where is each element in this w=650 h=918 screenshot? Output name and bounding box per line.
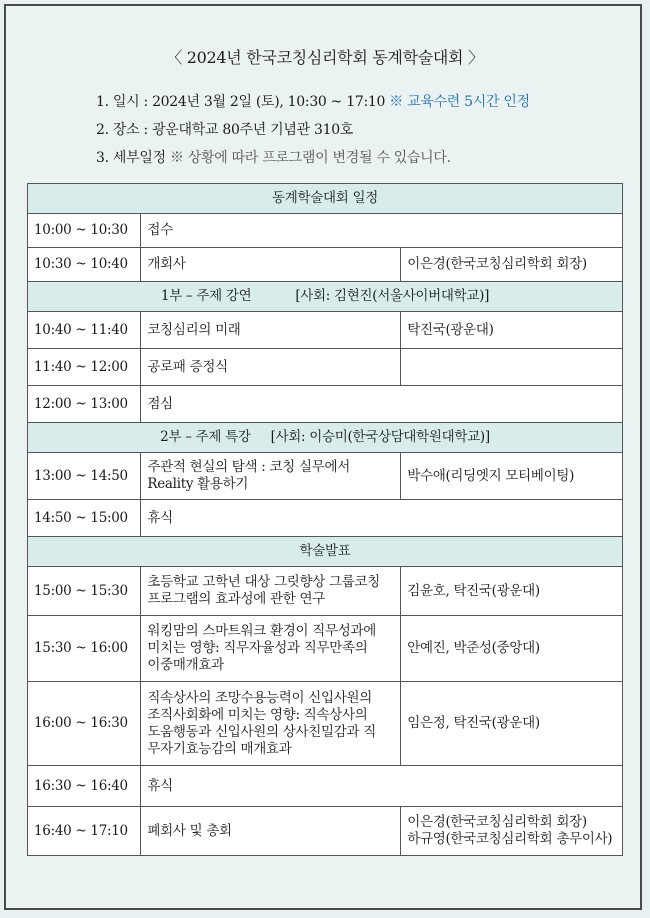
- table-row: [28, 214, 623, 248]
- row-speaker: 안예진, 박준성(중앙대): [401, 616, 623, 682]
- row-speaker: 탁진국(광운대): [401, 312, 623, 349]
- table-row: [28, 349, 623, 386]
- schedule-header-row: [28, 184, 623, 214]
- section-part2: [28, 423, 623, 453]
- row-topic: 개회사: [141, 248, 401, 282]
- row-time: 12:00 ~ 13:00: [28, 386, 141, 423]
- row-speaker: 이은경(한국코칭심리학회 회장): [401, 248, 623, 282]
- row-time: 11:40 ~ 12:00: [28, 349, 141, 386]
- row-speaker: 박수애(리딩엣지 모티베이팅): [401, 453, 623, 500]
- topic-line: 도움행동과 신입사원의 상사친밀감과 직: [147, 723, 376, 740]
- row-topic: 접수: [141, 214, 623, 248]
- row-time: 10:30 ~ 10:40: [28, 248, 141, 282]
- row-topic: 공로패 증정식: [141, 349, 401, 386]
- row-topic: 코칭심리의 미래: [141, 312, 401, 349]
- table-row: [28, 616, 623, 682]
- row-time: 10:00 ~ 10:30: [28, 214, 141, 248]
- row-time: 13:00 ~ 14:50: [28, 453, 141, 500]
- info-place: [96, 119, 353, 139]
- place-text: 2. 장소 : 광운대학교 80주년 기념관 310호: [96, 122, 354, 138]
- row-speaker: 임은정, 탁진국(광운대): [401, 682, 623, 766]
- schedule-table: [27, 183, 623, 856]
- row-time: 16:40 ~ 17:10: [28, 807, 141, 856]
- topic-line: 이중매개효과: [147, 657, 224, 673]
- detail-text: 3. 세부일정: [96, 150, 166, 166]
- row-topic: [141, 567, 401, 616]
- table-row: [28, 567, 623, 616]
- table-row: [28, 807, 623, 856]
- table-row: [28, 312, 623, 349]
- speaker-line: 하규영(한국코칭심리학회 총무이사): [407, 831, 613, 847]
- section-title: 2부 – 주제 특강: [160, 429, 251, 445]
- row-topic: [141, 616, 401, 682]
- table-row: [28, 386, 623, 423]
- topic-line: 초등학교 고학년 대상 그릿향상 그룹코칭: [147, 574, 380, 590]
- section-row-part1: [28, 282, 623, 312]
- page-title: 〈 2024년 한국코칭심리학회 동계학술대회 〉: [166, 48, 484, 67]
- topic-line: 미치는 영향: 직무자율성과 직무만족의: [147, 640, 368, 656]
- row-topic: 점심: [141, 386, 623, 423]
- detail-note: ※ 상황에 따라 프로그램이 변경될 수 있습니다.: [169, 150, 451, 166]
- row-time: 15:00 ~ 15:30: [28, 567, 141, 616]
- row-topic: [141, 453, 401, 500]
- topic-line: 주관적 현실의 탐색 : 코칭 실무에서: [147, 459, 350, 475]
- section-moderator: [사회: 김현진(서울사이버대학교)]: [295, 288, 490, 304]
- row-speaker: [401, 349, 623, 386]
- table-row: [28, 500, 623, 537]
- row-speaker: [401, 807, 623, 856]
- row-time: 16:30 ~ 16:40: [28, 766, 141, 807]
- row-time: 16:00 ~ 16:30: [28, 682, 141, 766]
- table-row: [28, 766, 623, 807]
- row-topic: 휴식: [141, 766, 623, 807]
- row-time: 14:50 ~ 15:00: [28, 500, 141, 537]
- row-topic: [141, 682, 401, 766]
- topic-line: Reality 활용하기: [147, 476, 249, 492]
- speaker-line: 이은경(한국코칭심리학회 회장): [407, 814, 587, 830]
- table-row: [28, 682, 623, 766]
- section-row-part3: [28, 537, 623, 567]
- date-text: 1. 일시 : 2024년 3월 2일 (토), 10:30 ~ 17:10: [96, 94, 386, 110]
- topic-line: 프로그램의 효과성에 관한 연구: [147, 591, 325, 607]
- row-topic: 휴식: [141, 500, 623, 537]
- topic-line: 무자기효능감의 매개효과: [147, 740, 292, 757]
- row-topic: 폐회사 및 총회: [141, 807, 401, 856]
- section-part3: 학술발표: [28, 537, 623, 567]
- info-detail: [96, 147, 451, 167]
- table-row: [28, 248, 623, 282]
- section-part1: [28, 282, 623, 312]
- topic-line: 직속상사의 조망수용능력이 신입사원의: [147, 689, 372, 706]
- info-date: [96, 91, 530, 111]
- row-time: 15:30 ~ 16:00: [28, 616, 141, 682]
- table-row: [28, 453, 623, 500]
- section-row-part2: [28, 423, 623, 453]
- schedule-header: 동계학술대회 일정: [28, 184, 623, 214]
- topic-line: 워킹맘의 스마트워크 환경이 직무성과에: [147, 623, 376, 639]
- section-title: 1부 – 주제 강연: [160, 288, 252, 304]
- section-moderator: [사회: 이승미(한국상담대학원대학교)]: [270, 429, 490, 445]
- row-speaker: 김윤호, 탁진국(광운대): [401, 567, 623, 616]
- date-note: ※ 교육수련 5시간 인정: [389, 94, 530, 110]
- topic-line: 조직사회화에 미치는 영향: 직속상사의: [147, 706, 368, 723]
- row-time: 10:40 ~ 11:40: [28, 312, 141, 349]
